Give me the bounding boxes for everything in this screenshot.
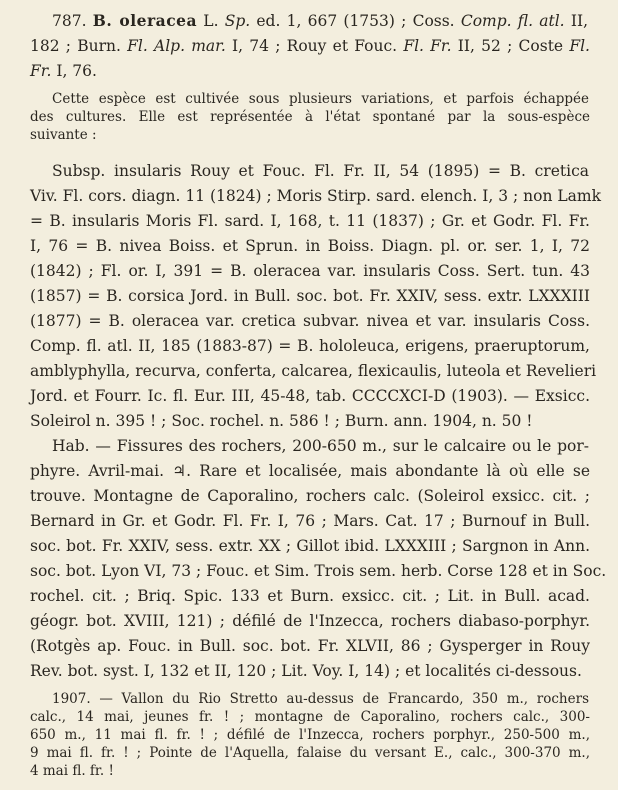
habitat-line: soc. bot. Lyon VI, 73 ; Fouc. et Sim. Trois sem. herb. Corse 128 et in Soc. <box>30 562 607 580</box>
note-line: suivante : <box>30 127 97 143</box>
subsp-line: (1857) = B. corsica Jord. in Bull. soc. bot. Fr. XXIV, sess. extr. LXXXIII <box>30 287 590 305</box>
habitat-line: Rev. bot. syst. I, 132 et II, 120 ; Lit. Voy. I, 14) ; et localités ci-dessous. <box>30 662 582 680</box>
subsp-line: = B. insularis Moris Fl. sard. I, 168, t. 11 (1837) ; Gr. et Godr. Fl. Fr. <box>30 212 590 230</box>
observation-line: 4 mai fl. fr. ! <box>30 763 114 779</box>
habitat-line: phyre. Avril-mai. ♃. Rare et localisée, mais abondante là où elle se <box>30 462 590 480</box>
observation-line: 1907. — Vallon du Rio Stretto au-dessus de Francardo, 350 m., rochers <box>52 691 589 707</box>
habitat-line: Bernard in Gr. et Godr. Fl. Fr. I, 76 ; Mars. Cat. 17 ; Burnouf in Bull. <box>30 512 590 530</box>
subsp-line: Comp. fl. atl. II, 185 (1883-87) = B. hololeuca, erigens, praeruptorum, <box>30 337 590 355</box>
subsp-line: amblyphylla, recurva, conferta, calcarea, flexicaulis, luteola et Revelieri <box>30 362 597 380</box>
habitat-line: rochel. cit. ; Briq. Spic. 133 et Burn. exsicc. cit. ; Lit. in Bull. acad. <box>30 587 590 605</box>
observation-line: calc., 14 mai, jeunes fr. ! ; montagne de Caporalino, rochers calc., 300- <box>30 709 590 725</box>
subsp-line: Jord. et Fourr. Ic. fl. Eur. III, 45-48, tab. CCCCXCI-D (1903). — Exsicc. <box>30 387 590 405</box>
subsp-line: Soleirol n. 395 ! ; Soc. rochel. n. 586 ! ; Burn. ann. 1904, n. 50 ! <box>30 412 533 430</box>
subsp-line: I, 76 = B. nivea Boiss. et Sprun. in Boiss. Diagn. pl. or. ser. 1, I, 72 <box>30 237 590 255</box>
subsp-line: (1842) ; Fl. or. I, 391 = B. oleracea var. insularis Coss. Sert. tun. 43 <box>30 262 590 280</box>
entry-heading-line-3: Fr. I, 76. <box>30 62 97 80</box>
habitat-line: (Rotgès ap. Fouc. in Bull. soc. bot. Fr. XLVII, 86 ; Gysperger in Rouy <box>30 637 590 655</box>
habitat-line: Hab. — Fissures des rochers, 200-650 m., sur le calcaire ou le por- <box>52 437 589 455</box>
entry-heading-line-2: 182 ; Burn. Fl. Alp. mar. I, 74 ; Rouy et Fouc. Fl. Fr. II, 52 ; Coste Fl. <box>30 37 590 55</box>
observation-line: 9 mai fl. fr. ! ; Pointe de l'Aquella, falaise du versant E., calc., 300-370 m., <box>30 745 590 761</box>
note-line: Cette espèce est cultivée sous plusieurs variations, et parfois échappée <box>52 91 589 107</box>
subsp-line: Subsp. insularis Rouy et Fouc. Fl. Fr. II, 54 (1895) = B. cretica <box>52 162 589 180</box>
habitat-line: géogr. bot. XVIII, 121) ; défilé de l'Inzecca, rochers diabaso-porphyr. <box>30 612 590 630</box>
subsp-line: Viv. Fl. cors. diagn. 11 (1824) ; Moris Stirp. sard. elench. I, 3 ; non Lamk <box>30 187 601 205</box>
note-line: des cultures. Elle est représentée à l'état spontané par la sous-espèce <box>30 109 590 125</box>
habitat-line: soc. bot. Fr. XXIV, sess. extr. XX ; Gillot ibid. LXXXIII ; Sargnon in Ann. <box>30 537 590 555</box>
observation-line: 650 m., 11 mai fl. fr. ! ; défilé de l'Inzecca, rochers porphyr., 250-500 m., <box>30 727 590 743</box>
habitat-line: trouve. Montagne de Caporalino, rochers calc. (Soleirol exsicc. cit. ; <box>30 487 590 505</box>
entry-number: 787. <box>52 12 87 30</box>
species-name: B. oleracea <box>92 11 198 30</box>
entry-heading-line-1: 787. B. oleracea L. Sp. ed. 1, 667 (1753) ; Coss. Comp. fl. atl. II, <box>52 11 588 30</box>
subsp-line: (1877) = B. oleracea var. cretica subvar. nivea et var. insularis Coss. <box>30 312 590 330</box>
